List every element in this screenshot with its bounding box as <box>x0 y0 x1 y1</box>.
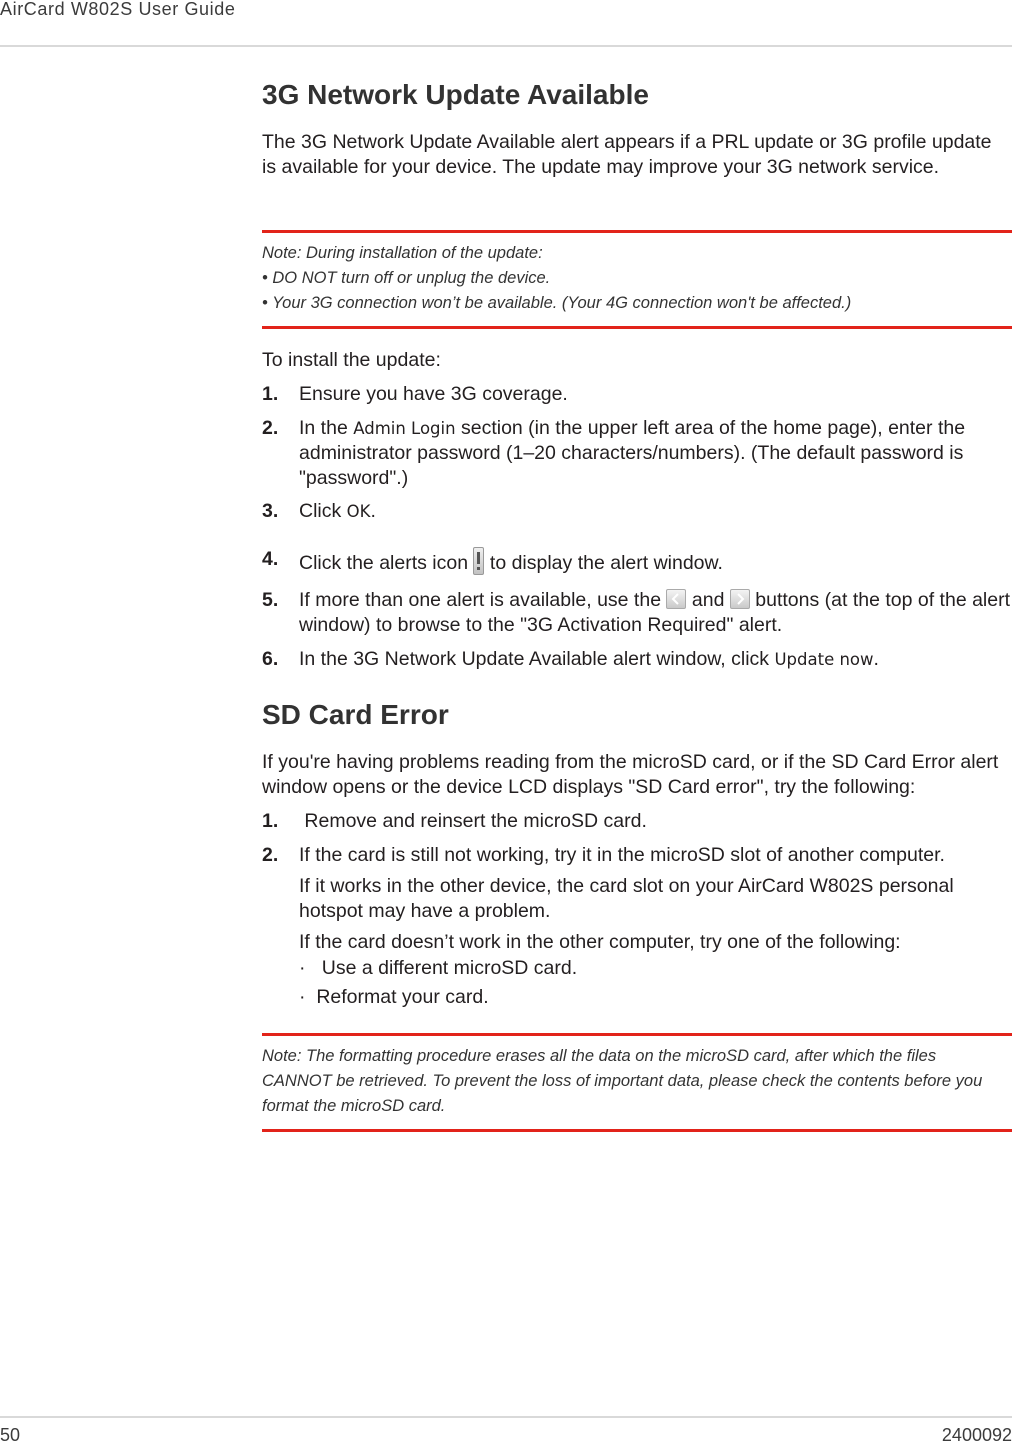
sub-paragraph: If the card doesn’t work in the other computer, try one of the following: <box>299 931 901 953</box>
guide-title: AirCard W802S User Guide <box>0 0 236 19</box>
ui-label-update-now: Update now <box>774 650 874 669</box>
step-text: In the 3G Network Update Available alert window, click Update now. <box>299 648 879 670</box>
note-installation <box>262 230 1012 329</box>
step-text: Ensure you have 3G coverage. <box>299 383 568 405</box>
ui-label-ok: OK <box>346 502 371 521</box>
step-number: 4. <box>262 548 279 570</box>
section-intro-sd-card: If you're having problems reading from the microSD card, or if the SD Card Error alert window opens or the device LCD displays "SD Card error", try the following: <box>262 751 999 798</box>
step-text: If the card is still not working, try it in the microSD slot of another computer. <box>299 844 945 866</box>
step-number: 5. <box>262 589 279 611</box>
step-number: 1. <box>262 810 279 832</box>
step-number: 2. <box>262 417 279 439</box>
bullet-item: · Use a different microSD card. <box>299 957 578 979</box>
note-formatting: Note: The formatting procedure erases all the data on the microSD card, after which the files CANNOT be retrieved. To prevent the loss of important data, please check the contents before you format the microSD card. <box>262 1033 1012 1132</box>
step-text: If more than one alert is available, use the and buttons (at the top of the alert window) to browse to the "3G Activation Required" alert. <box>299 589 1011 636</box>
step-number: 3. <box>262 500 279 522</box>
step-text: Click OK. <box>299 500 376 522</box>
alert-icon <box>473 547 484 575</box>
step-number: 1. <box>262 383 279 405</box>
section-heading-3g-update: 3G Network Update Available <box>262 79 649 110</box>
bullet-item: · Reformat your card. <box>299 986 489 1008</box>
previous-arrow-icon <box>666 589 686 609</box>
note-bullet: • Your 3G connection won’t be available. (Your 4G connection won't be affected.) <box>262 294 852 312</box>
step-text: Remove and reinsert the microSD card. <box>299 810 647 832</box>
document-number: 2400092 <box>941 1425 1012 1445</box>
step-text: Click the alerts icon to display the alert window. <box>299 547 1011 576</box>
step-text: In the Admin Login section (in the upper left area of the home page), enter the administrator password (1–20 characters/numbers). (The default password is "password".) <box>299 417 966 489</box>
step-number: 6. <box>262 648 279 670</box>
section-heading-sd-card-error: SD Card Error <box>262 699 449 730</box>
note-bullet: • DO NOT turn off or unplug the device. <box>262 269 551 287</box>
note-line: Note: During installation of the update: <box>262 244 543 262</box>
step-number: 2. <box>262 844 279 866</box>
sub-paragraph: If it works in the other device, the card slot on your AirCard W802S personal hotspot may have a problem. <box>299 875 954 922</box>
running-footer <box>0 1416 1012 1445</box>
page-number: 50 <box>0 1425 21 1445</box>
next-arrow-icon <box>730 589 750 609</box>
install-lead: To install the update: <box>262 349 441 371</box>
section-intro-3g-update: The 3G Network Update Available alert appears if a PRL update or 3G profile update is available for your device. The update may improve your 3G network service. <box>262 131 992 178</box>
ui-label-admin-login: Admin Login <box>353 419 456 438</box>
running-header <box>0 0 1012 47</box>
